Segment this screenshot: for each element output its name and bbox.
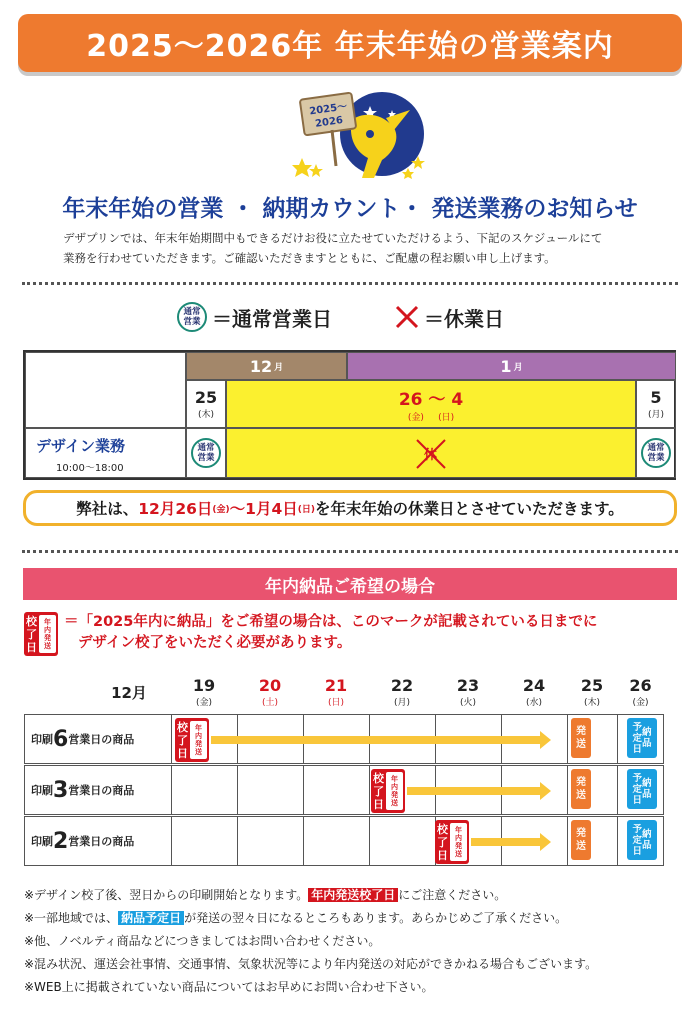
- schedule-table: [23, 350, 676, 480]
- month-january: 1 月: [347, 352, 676, 380]
- arrow: [407, 787, 541, 795]
- arrow: [471, 838, 541, 846]
- deadline-mark: 校 了 日 年 内 発 送: [24, 612, 58, 656]
- legend: [0, 300, 700, 336]
- footnote-1: ※デザイン校了後、翌日からの印刷開始となります。 年内発送校了日 にご注意ください。: [24, 888, 507, 902]
- day-5: 5 (月): [636, 380, 676, 428]
- footnote-4: ※混み状況、運送会社事情、交通事情、気象状況等により年内発送の対応ができかねる場合もございます。: [24, 957, 598, 971]
- footnotes: [24, 884, 684, 999]
- intro-line1: デザプリンでは、年末年始期間中もできるだけお役に立たせていただけるよう、下記のスケジュールにて: [63, 231, 603, 245]
- day-26: 26 (金): [629, 676, 652, 708]
- legend-closed-label: ＝休業日: [424, 307, 504, 331]
- day-20: 20 (土): [258, 676, 282, 708]
- closed-x-icon: [394, 304, 420, 330]
- service-hours: 10:00〜18:00: [56, 463, 124, 474]
- ship-mark: 発 送: [571, 820, 591, 860]
- section-title: 年内納品ご希望の場合: [23, 568, 677, 600]
- divider: [22, 282, 678, 285]
- holiday-notice: 弊社は、 12月26日 (金) 〜 1月4日 (日) を年末年始の休業日とさせていただきます。: [23, 490, 677, 526]
- ship-mark: 発 送: [571, 718, 591, 758]
- month-label: 12月: [111, 683, 147, 702]
- day-23: 23 (火): [456, 676, 480, 708]
- divider: [22, 550, 678, 553]
- delivery-date-mark: 予 定 日 納 品: [627, 820, 657, 860]
- header-banner: [18, 14, 682, 72]
- row-label: 印刷2営業日の商品: [31, 829, 135, 854]
- day-25: 25 (木): [580, 676, 604, 708]
- closed-period: [226, 428, 636, 478]
- sign-line2: 2026: [314, 115, 344, 130]
- footnote-2: ※一部地域では、 納品予定日 が発送の翌々日になるところもあります。あらかじめご了承ください。: [24, 911, 568, 925]
- row-3-days: [24, 765, 664, 815]
- intro-line2: 業務を行わせていただきます。ご確認いただきますとともに、ご配慮の程お願い申し上げます。: [63, 251, 556, 265]
- day-24: 24 (水): [522, 676, 546, 708]
- page-title: 2025〜2026年 年末年始の営業案内: [86, 29, 614, 64]
- closed-mark: 休: [424, 448, 438, 463]
- day-19: 19 (金): [192, 676, 216, 708]
- month-december: 12 月: [186, 352, 347, 380]
- intro-text: [63, 228, 663, 268]
- normal-day-stamp: 通常 営業: [177, 302, 207, 332]
- arrow: [211, 736, 541, 744]
- row-6-days: [24, 714, 664, 764]
- empty-corner: [25, 352, 186, 428]
- deadline-mark: 校 了 日 年 内 発 送: [371, 769, 405, 813]
- service-name: デザイン業務: [36, 437, 125, 455]
- delivery-date-mark: 予 定 日 納 品: [627, 718, 657, 758]
- row-label: 印刷6営業日の商品: [31, 727, 135, 752]
- service-label-cell: [25, 428, 186, 478]
- deadline-mark: 校 了 日 年 内 発 送: [435, 820, 469, 864]
- delivery-date-mark: 予 定 日 納 品: [627, 769, 657, 809]
- requirement-text: ＝「2025年内に納品」をご希望の場合は、このマークが記載されている日までに デザイン校了をいただく必要があります。: [64, 614, 598, 651]
- deadline-mark: 校 了 日 年 内 発 送: [175, 718, 209, 762]
- holiday-range: 26 〜 4 (金) (日): [226, 380, 636, 428]
- sign-line1: 2025〜: [308, 101, 348, 118]
- day-21: 21 (日): [324, 676, 348, 708]
- row-2-days: [24, 816, 664, 866]
- row-label: 印刷3営業日の商品: [31, 778, 135, 803]
- day-25: 25 (木): [186, 380, 226, 428]
- legend-normal-label: ＝通常営業日: [212, 307, 332, 331]
- open-day-5: 通常 営業: [636, 428, 676, 478]
- mascot-illustration: [282, 90, 432, 182]
- headline: 年末年始の営業 ・ 納期カウント・ 発送業務のお知らせ: [62, 196, 638, 222]
- day-22: 22 (月): [390, 676, 414, 708]
- ship-mark: 発 送: [571, 769, 591, 809]
- footnote-5: ※WEB上に掲載されていない商品についてはお早めにお問い合わせ下さい。: [24, 980, 434, 994]
- delivery-grid: [24, 672, 680, 867]
- footnote-3: ※他、ノベルティ商品などにつきましてはお問い合わせください。: [24, 934, 381, 948]
- open-day-25: 通常 営業: [186, 428, 226, 478]
